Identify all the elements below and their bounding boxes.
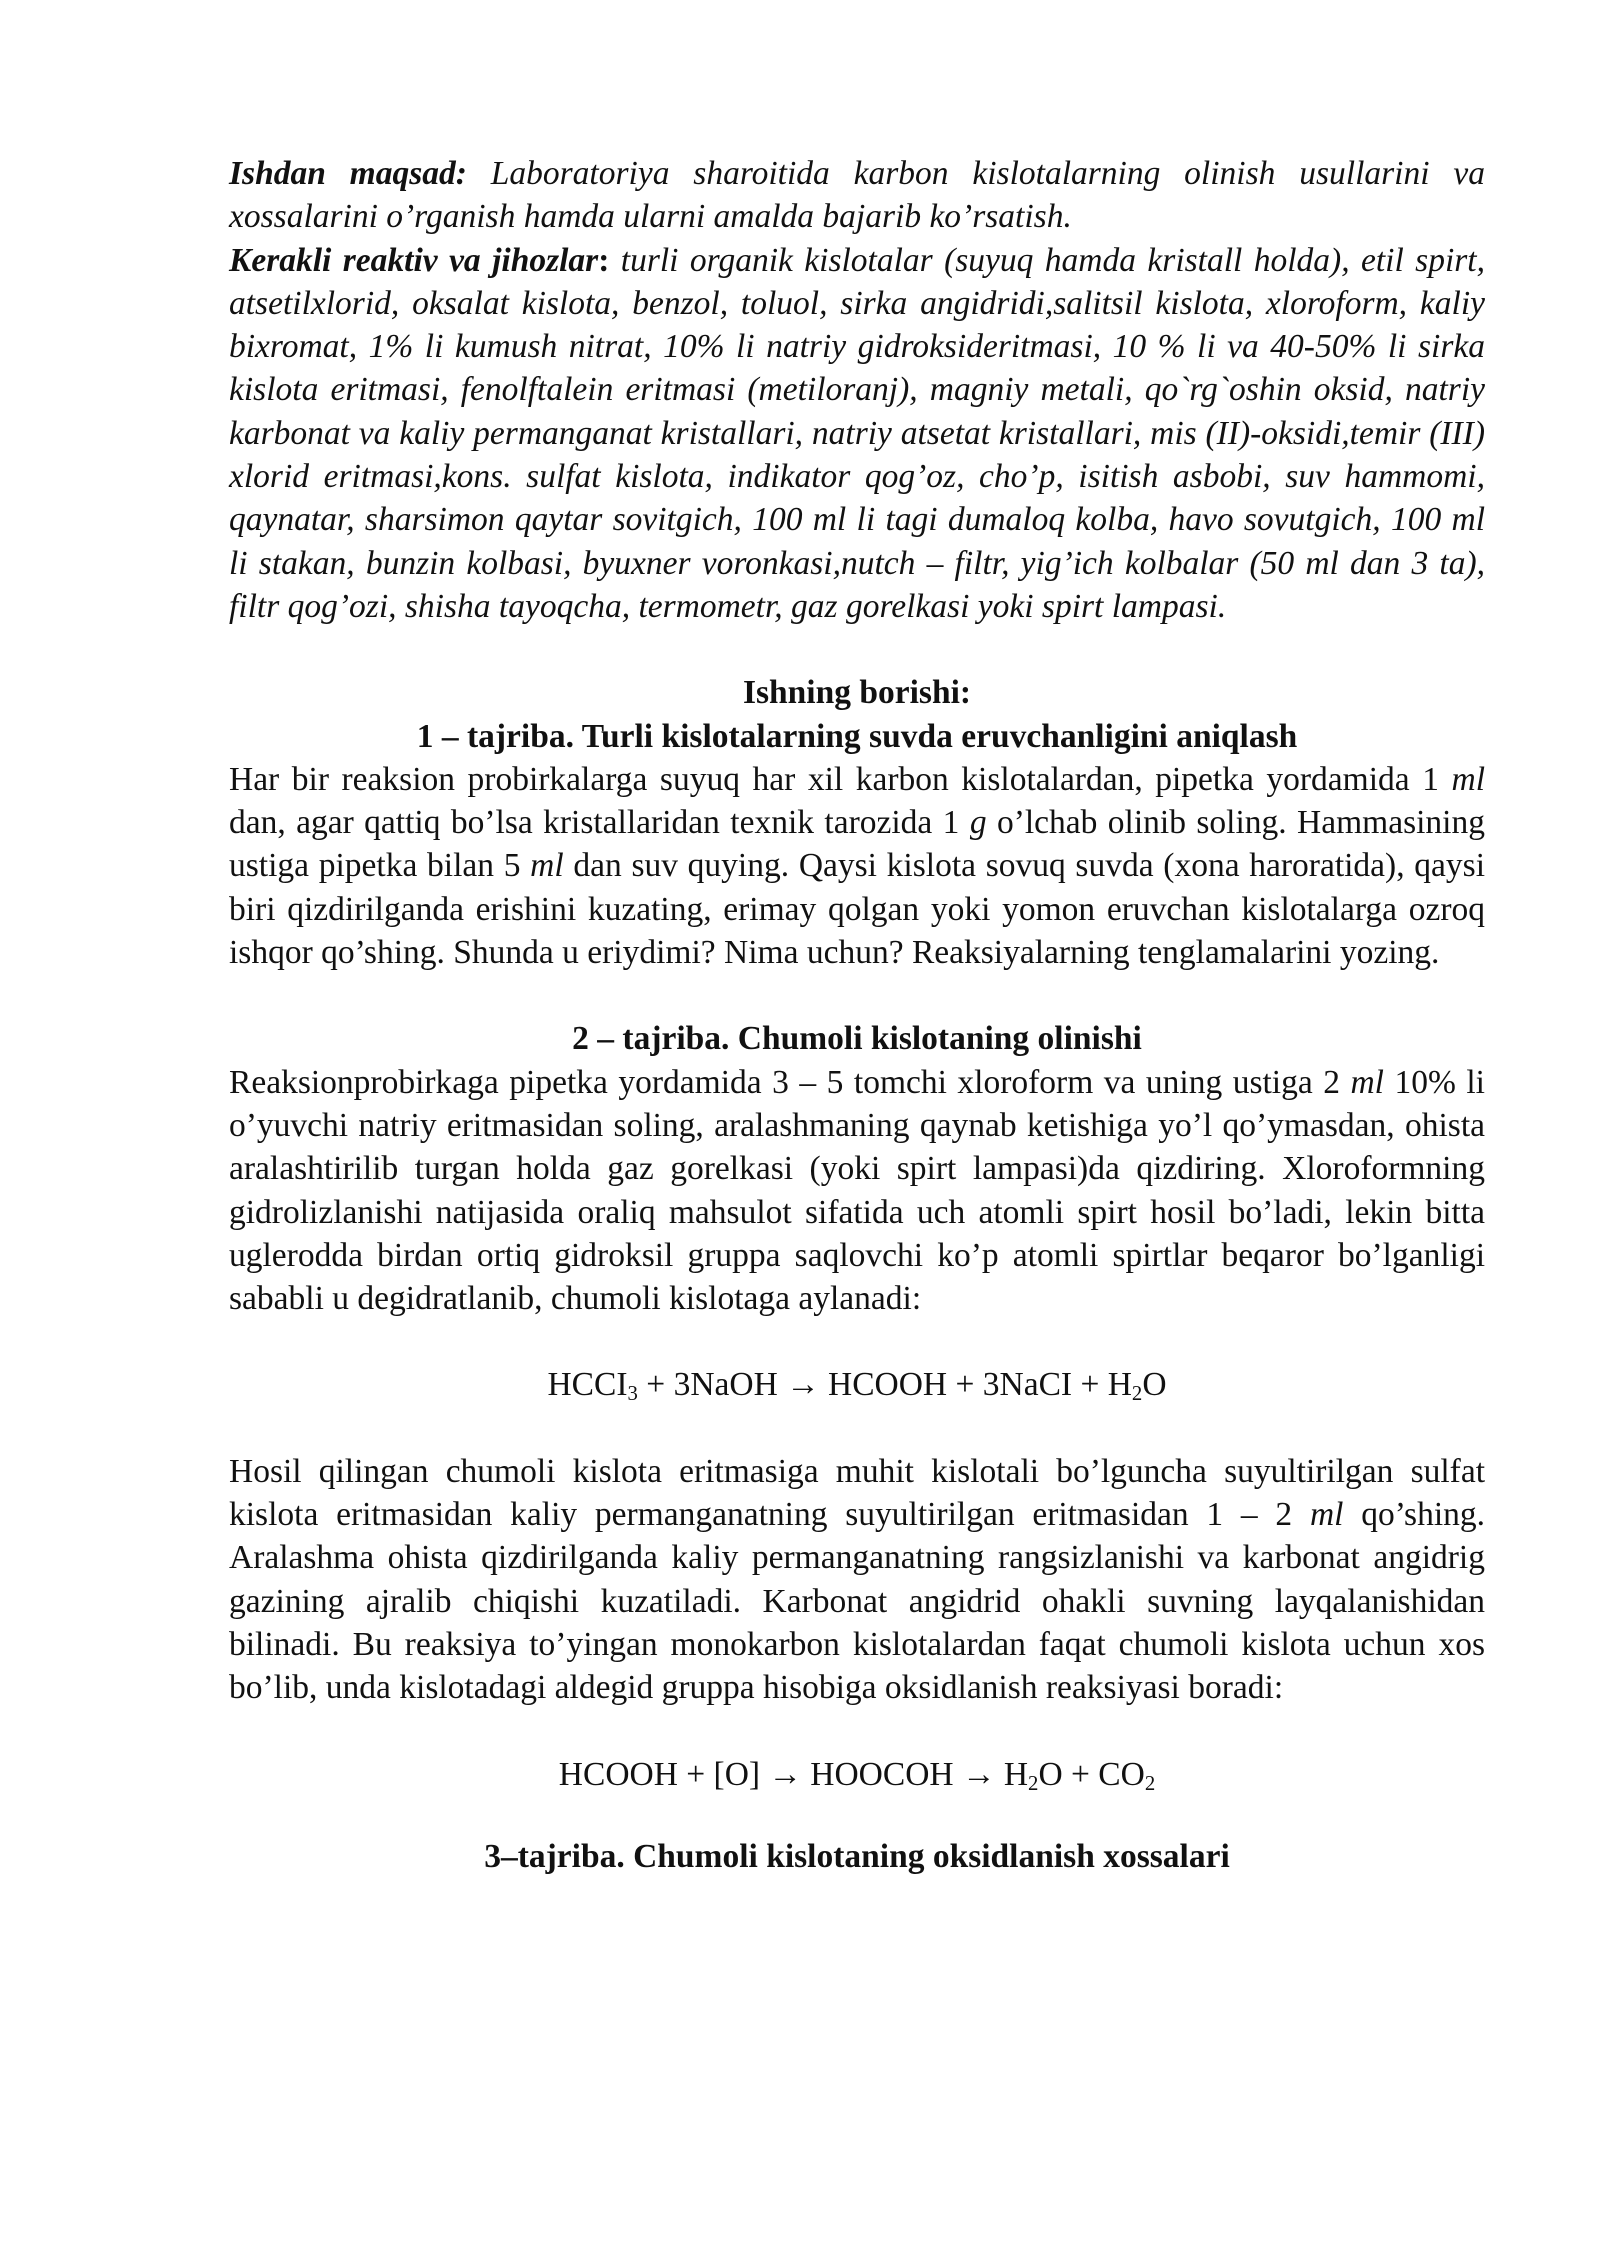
eq1-part-a: HCCI — [547, 1366, 628, 1404]
spacer — [229, 1407, 1485, 1450]
spacer — [229, 1796, 1485, 1835]
spacer — [229, 1710, 1485, 1753]
exp2-p1-text-a: Reaksionprobirkaga pipetka yordamida 3 – 5 tomchi xloroform va uning ustiga 2 — [229, 1063, 1351, 1101]
reagents-text: turli organik kislotalar (suyuq hamda kristall holda), etil spirt, atsetilxlorid, oksalat kislota, benzol, toluol, sirka angidridi,salitsil kislota, xloroform, kaliy bixromat, 1% li kumush nitrat, 10% li natriy gidroksideritmasi, 10 % li va 40-50% li sirka kislota eritmasi, fenolftalein eritmasi (metiloranj), magniy metali, qo`rg`oshin oksid, natriy karbonat va kaliy permanganat kristallari, natriy atsetat kristallari, mis (II)-oksidi,temir (III) xlorid eritmasi,kons. sulfat kislota, indikator qog’oz, cho’p, isitish asbobi, suv hammomi, qaynatar, sharsimon qaytar sovitgich, 100 ml li tagi dumaloq kolba, havo sovutgich, 100 ml li stakan, bunzin kolbasi, byuxner voronkasi,nutch – filtr, yig’ich kolbalar (50 ml dan 3 ta), filtr qog’ozi, shisha tayoqcha, termometr, gaz gorelkasi yoki spirt lampasi. — [229, 241, 1485, 625]
experiment-1-title: 1 – tajriba. Turli kislotalarning suvda eruvchanligini aniqlash — [416, 717, 1298, 755]
exp2-p1-text-b: 10% li o’yuvchi natriy eritmasidan soling, aralashmaning qaynab ketishiga yo’l qo’ymasdan, ohista aralashtirilib turgan holda gaz gorelkasi (yoki spirt lampasi)da qizdiring. Xloroformning gidrolizlanishi natijasida oraliq mahsulot sifatida uch atomli spirt hosil bo’ladi, lekin bitta uglerodda birdan ortiq gidroksil gruppa saqlovchi ko’p atomli spirtlar beqaror bo’lganligi sababli u degidratlanib, chumoli kislotaga aylanadi: — [229, 1063, 1485, 1318]
document-page — [229, 152, 1485, 1878]
exp2-p2-text-b: qo’shing. Aralashma ohista qizdirilganda kaliy permanganatning rangsizlanishi va karbonat angidrig gazining ajralib chiqishi kuzatiladi. Karbonat angidrid ohakli suvning layqalanishidan bilinadi. Bu reaksiya to’yingan monokarbon kislotalardan faqat chumoli kislota uchun xos bo’lib, unda kislotadagi aldegid gruppa hisobiga oksidlanish reaksiyasi boradi: — [229, 1496, 1485, 1707]
goal-label: Ishdan maqsad: — [229, 155, 467, 192]
equation-1 — [229, 1363, 1485, 1406]
exp1-text-4: dan suv quying. Qaysi kislota sovuq suvda (xona haroratida), qaysi biri qizdirilganda erishini kuzating, erimay qolgan yoki yomon eruvchan kislotalarga ozroq ishqor qo’shing. Shunda u eriydimi? Nima uchun? Reaksiyalarning tenglamalarini yozing. — [229, 847, 1485, 972]
exp1-text-2: dan, agar qattiq bo’lsa kristallaridan texnik tarozida 1 — [229, 804, 970, 842]
exp1-unit-2: g — [969, 804, 987, 842]
exp2-p1-unit: ml — [1350, 1063, 1384, 1101]
spacer — [229, 628, 1485, 671]
experiment-3-title: 3–tajriba. Chumoli kislotaning oksidlanish xossalari — [484, 1837, 1230, 1875]
experiment-2-paragraph-1 — [229, 1061, 1485, 1321]
eq2-part-a: HCOOH + [O] → HOOCOH → H — [558, 1755, 1029, 1793]
equation-2 — [229, 1753, 1485, 1796]
eq2-part-b: O + CO — [1038, 1755, 1145, 1793]
reagents-label: Kerakli reaktiv va jihozlar — [229, 241, 599, 279]
exp1-unit-3: ml — [530, 847, 564, 885]
exp2-p2-text-a: Hosil qilingan chumoli kislota eritmasiga muhit kislotali bo’lguncha suyultirilgan sulfat kislota eritmasidan kaliy permanganatning suyultirilgan eritmasidan 1 – 2 — [229, 1452, 1485, 1534]
procedure-heading: Ishning borishi: — [742, 674, 972, 712]
exp2-p2-unit: ml — [1309, 1496, 1344, 1534]
reagents-colon: : — [598, 241, 610, 279]
exp1-text-1: Har bir reaksion probirkalarga suyuq har xil karbon kislotalardan, pipetka yordamida 1 — [229, 760, 1452, 798]
spacer — [229, 1320, 1485, 1363]
experiment-2-title: 2 – tajriba. Chumoli kislotaning olinishi — [572, 1020, 1142, 1058]
reagents-paragraph — [229, 239, 1485, 629]
spacer — [229, 974, 1485, 1017]
eq1-sub-a: 3 — [627, 1382, 638, 1406]
eq2-sub-a: 2 — [1028, 1771, 1039, 1795]
experiment-2-paragraph-2 — [229, 1450, 1485, 1710]
eq1-sub-b: 2 — [1131, 1382, 1143, 1406]
goal-text: Laboratoriya sharoitida karbon kislotalarning olinish usullarini va xossalarini o’rganish hamda ularni amalda bajarib ko’rsatish. — [229, 155, 1485, 236]
experiment-1-paragraph — [229, 758, 1485, 974]
exp1-text-3: o’lchab olinib soling. Hammasining ustiga pipetka bilan 5 — [229, 804, 1485, 885]
exp1-unit-1: ml — [1451, 760, 1485, 798]
eq1-part-b: + 3NaOH → HCOOH + 3NaCI + H — [637, 1366, 1132, 1404]
eq2-sub-b: 2 — [1144, 1771, 1156, 1795]
eq1-part-c: O — [1142, 1366, 1167, 1404]
goal-paragraph — [229, 152, 1485, 239]
